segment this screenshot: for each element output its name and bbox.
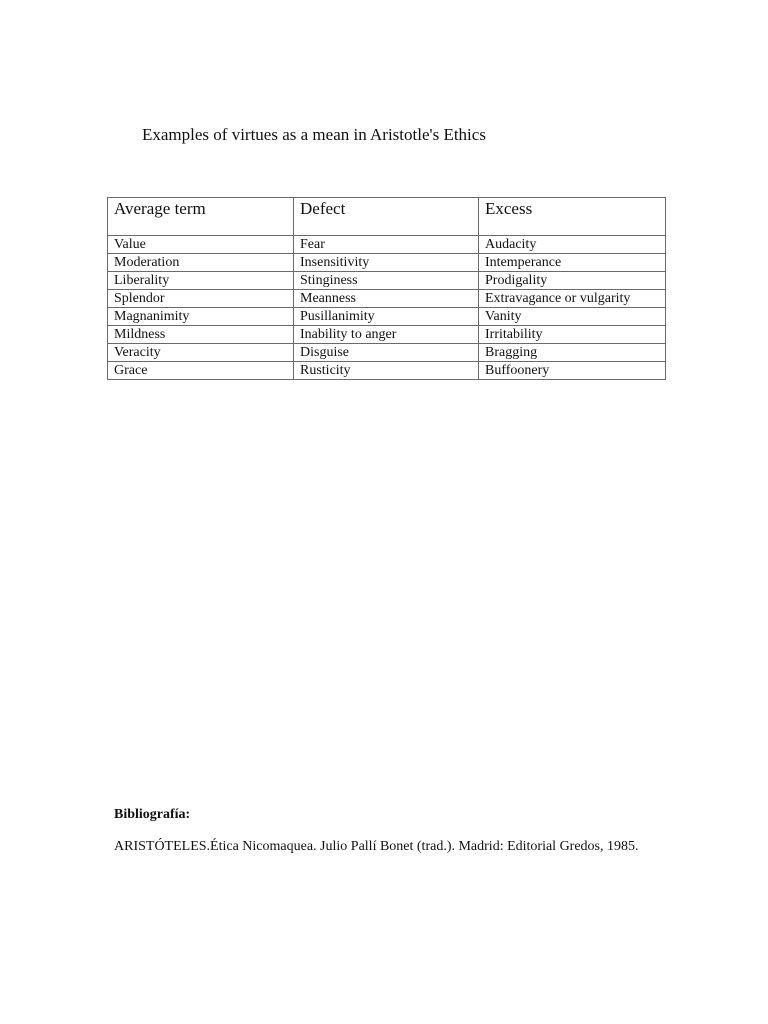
cell-average-term: Moderation: [108, 254, 294, 272]
header-defect: Defect: [294, 198, 479, 236]
cell-defect: Rusticity: [294, 362, 479, 380]
cell-excess: Bragging: [479, 344, 666, 362]
table-header-row: [108, 198, 666, 236]
bibliography-heading: Bibliografía:: [114, 807, 191, 822]
cell-excess: Extravagance or vulgarity: [479, 290, 666, 308]
cell-average-term: Grace: [108, 362, 294, 380]
cell-excess: Intemperance: [479, 254, 666, 272]
table-row: [108, 326, 666, 344]
cell-average-term: Splendor: [108, 290, 294, 308]
cell-average-term: Value: [108, 236, 294, 254]
bibliography-entry: ARISTÓTELES.Ética Nicomaquea. Julio Pallí Bonet (trad.). Madrid: Editorial Gredos, 1985.: [114, 839, 639, 854]
table-row: [108, 272, 666, 290]
cell-defect: Fear: [294, 236, 479, 254]
header-excess: Excess: [479, 198, 666, 236]
cell-defect: Stinginess: [294, 272, 479, 290]
cell-excess: Irritability: [479, 326, 666, 344]
cell-excess: Prodigality: [479, 272, 666, 290]
table-row: [108, 290, 666, 308]
table-row: [108, 362, 666, 380]
cell-excess: Buffoonery: [479, 362, 666, 380]
cell-defect: Disguise: [294, 344, 479, 362]
cell-defect: Insensitivity: [294, 254, 479, 272]
cell-average-term: Magnanimity: [108, 308, 294, 326]
header-average-term: Average term: [108, 198, 294, 236]
table-row: [108, 236, 666, 254]
cell-defect: Inability to anger: [294, 326, 479, 344]
table-row: [108, 254, 666, 272]
cell-defect: Meanness: [294, 290, 479, 308]
cell-defect: Pusillanimity: [294, 308, 479, 326]
cell-excess: Audacity: [479, 236, 666, 254]
table-row: [108, 344, 666, 362]
virtues-table: [107, 197, 666, 380]
document-title: Examples of virtues as a mean in Aristotle's Ethics: [142, 125, 486, 144]
cell-average-term: Veracity: [108, 344, 294, 362]
table-row: [108, 308, 666, 326]
cell-average-term: Mildness: [108, 326, 294, 344]
cell-average-term: Liberality: [108, 272, 294, 290]
cell-excess: Vanity: [479, 308, 666, 326]
